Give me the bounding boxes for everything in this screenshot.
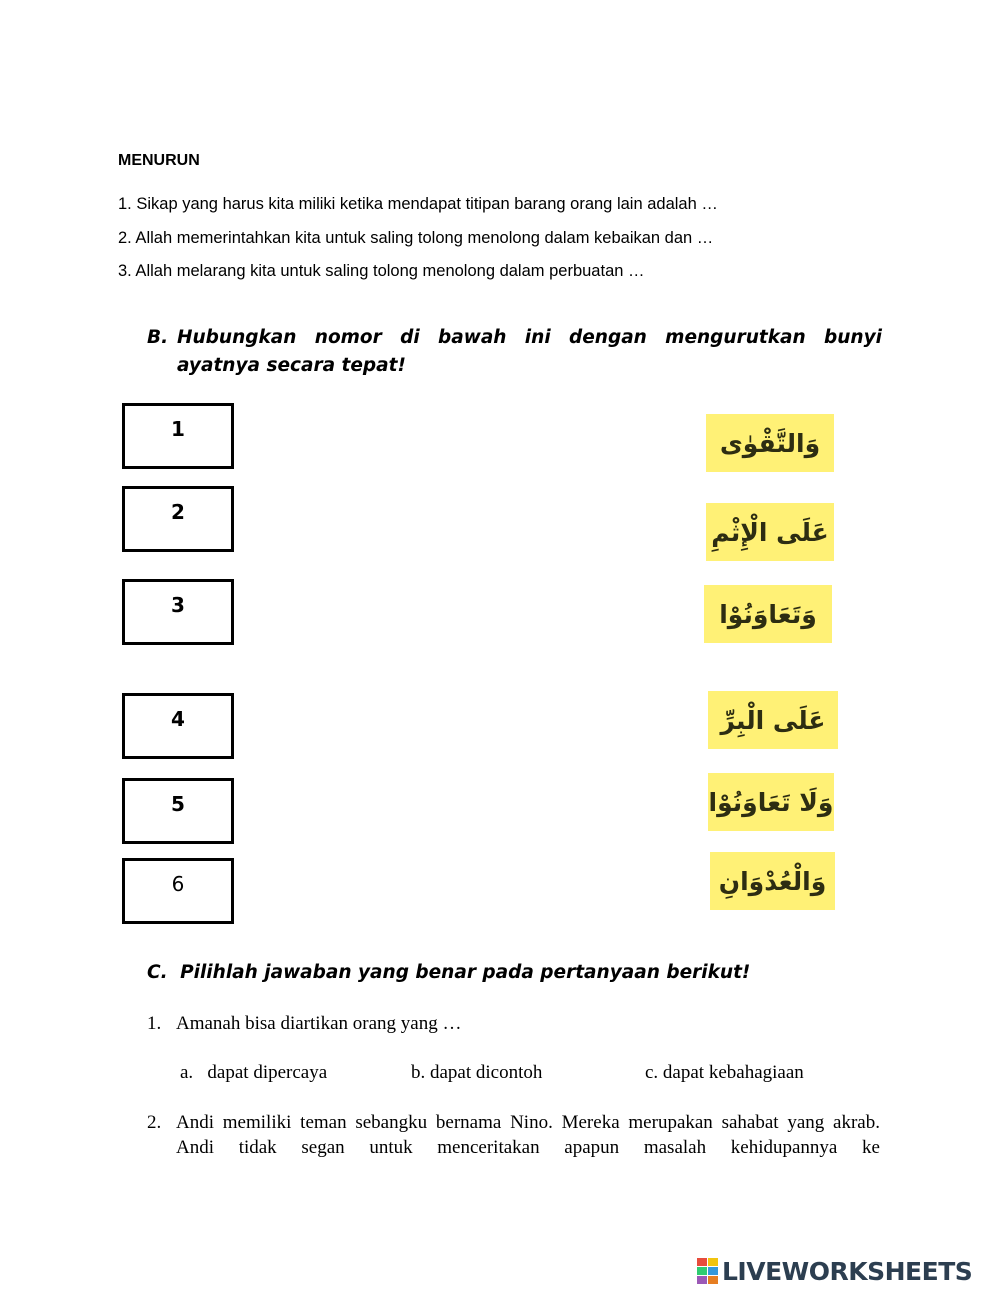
section-b-text: Hubungkan nomor di bawah ini dengan mengurutkan bunyi ayatnya secara tepat! — [177, 327, 882, 376]
mc-question-1-text: Amanah bisa diartikan orang yang … — [176, 1013, 462, 1034]
ayah-card-2[interactable]: عَلَى الْإِثْمِ — [706, 503, 834, 561]
number-box-5[interactable]: 5 — [122, 778, 234, 844]
question-2: 2. Allah memerintahkan kita untuk saling tolong menolong dalam kebaikan dan … — [118, 229, 714, 247]
number-box-1[interactable]: 1 — [122, 403, 234, 469]
option-a[interactable]: a. dapat dipercaya — [180, 1062, 328, 1083]
brand-logo[interactable] — [697, 1255, 972, 1287]
number-box-4[interactable]: 4 — [122, 693, 234, 759]
ayah-card-1[interactable]: وَالتَّقْوٰى — [706, 414, 834, 472]
section-b-label: B. — [147, 327, 169, 348]
mc-question-2 — [147, 1110, 880, 1160]
section-b-instruction — [147, 324, 882, 380]
number-box-2[interactable]: 2 — [122, 486, 234, 552]
option-c[interactable]: c. dapat kebahagiaan — [645, 1062, 804, 1083]
section-c-instruction — [147, 962, 750, 983]
mc-question-1-number: 1. — [147, 1013, 162, 1034]
ayah-card-6[interactable]: وَالْعُدْوَانِ — [710, 852, 835, 910]
section-c-label: C. — [147, 962, 168, 983]
ayah-card-5[interactable]: وَلَا تَعَاوَنُوْا — [708, 773, 834, 831]
option-b[interactable]: b. dapat dicontoh — [411, 1062, 543, 1083]
section-heading: MENURUN — [118, 152, 200, 169]
section-c-text: Pilihlah jawaban yang benar pada pertanyaan berikut! — [180, 962, 751, 983]
brand-name: LIVEWORKSHEETS — [722, 1256, 973, 1286]
mc-question-2-text: Andi memiliki teman sebangku bernama Nino. Mereka merupakan sahabat yang akrab. Andi tidak segan untuk menceritakan apapun masalah kehidupannya ke — [176, 1112, 880, 1158]
question-1: 1. Sikap yang harus kita miliki ketika mendapat titipan barang orang lain adalah … — [118, 195, 718, 213]
ayah-card-3[interactable]: وَتَعَاوَنُوْا — [704, 585, 832, 643]
liveworksheets-logo-icon — [697, 1258, 719, 1284]
ayah-card-4[interactable]: عَلَى الْبِرِّ — [708, 691, 838, 749]
number-box-6[interactable]: 6 — [122, 858, 234, 924]
number-box-3[interactable]: 3 — [122, 579, 234, 645]
question-3: 3. Allah melarang kita untuk saling tolong menolong dalam perbuatan … — [118, 262, 645, 280]
mc-question-2-number: 2. — [147, 1112, 162, 1133]
